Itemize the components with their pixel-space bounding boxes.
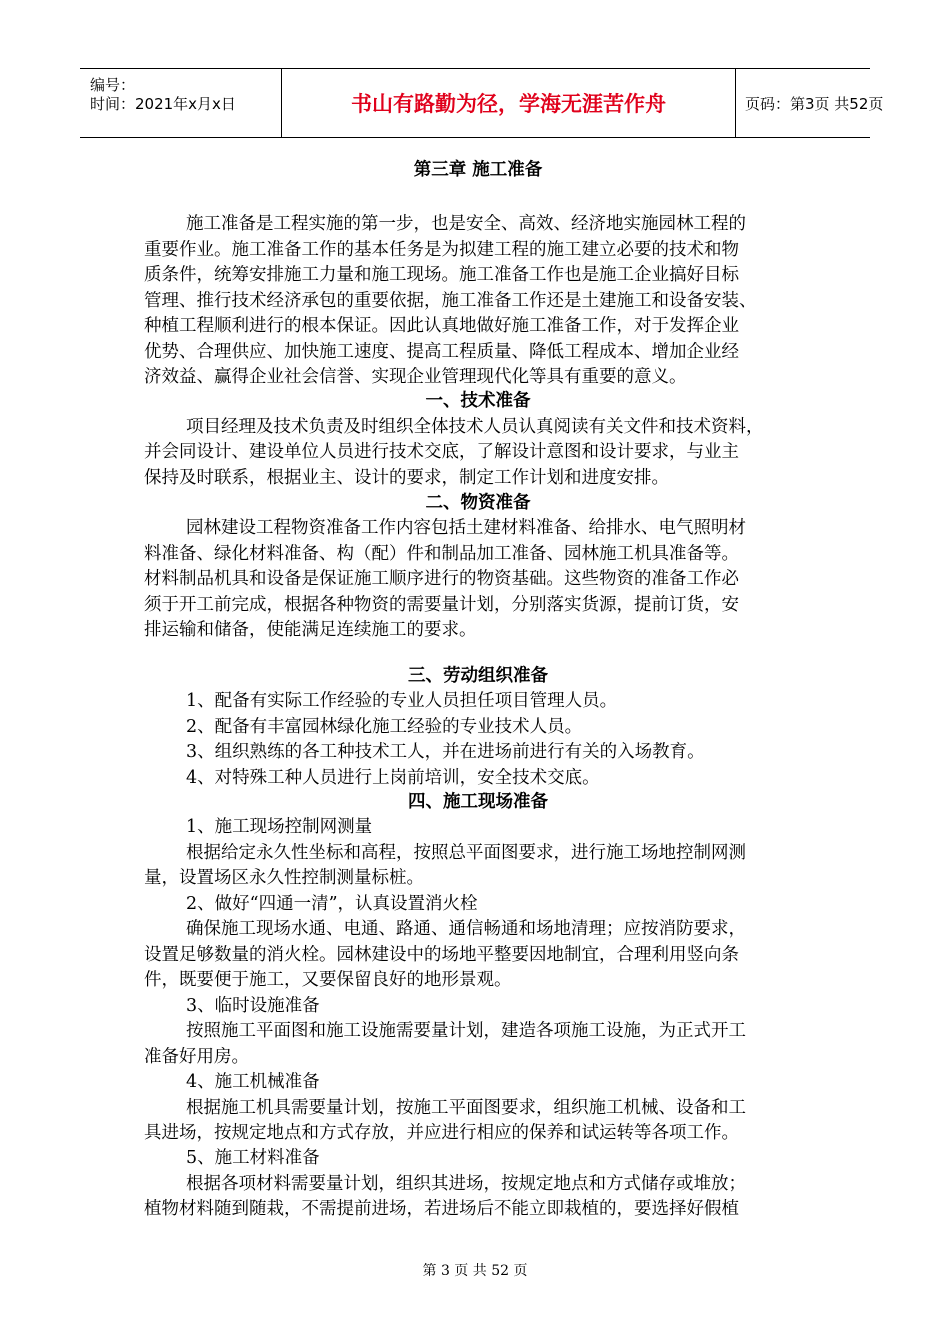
section-heading: 二、物资准备	[425, 493, 531, 513]
list-item: 2、配备有丰富园林绿化施工经验的专业技术人员。	[186, 717, 583, 737]
paragraph-line: 保持及时联系，根据业主、设计的要求，制定工作计划和进度安排。	[144, 468, 669, 488]
paragraph-line: 料准备、绿化材料准备、构（配）件和制品加工准备、园林施工机具准备等。	[144, 544, 739, 564]
paragraph-line: 并会同设计、建设单位人员进行技术交底，了解设计意图和设计要求，与业主	[144, 442, 739, 462]
paragraph-line: 园林建设工程物资准备工作内容包括土建材料准备、给排水、电气照明材	[186, 518, 746, 538]
header-meta-cell	[80, 69, 281, 137]
paragraph-line: 根据各项材料需要量计划，组织其进场，按规定地点和方式储存或堆放；	[186, 1174, 746, 1194]
paragraph-line: 按照施工平面图和施工设施需要量计划，建造各项施工设施，为正式开工	[186, 1021, 746, 1041]
subsection-heading: 2、做好“四通一清”，认真设置消火栓	[186, 894, 478, 914]
paragraph-line: 重要作业。施工准备工作的基本任务是为拟建工程的施工建立必要的技术和物	[144, 240, 739, 260]
paragraph-line: 管理、推行技术经济承包的重要依据，施工准备工作还是土建施工和设备安装、	[144, 291, 757, 311]
subsection-heading: 3、临时设施准备	[186, 996, 320, 1016]
header-motto: 书山有路勤为径，学海无涯苦作舟	[351, 92, 666, 116]
header-motto-cell	[281, 69, 736, 137]
paragraph-line: 质条件，统筹安排施工力量和施工现场。施工准备工作也是施工企业搞好目标	[144, 265, 739, 285]
list-item: 1、配备有实际工作经验的专业人员担任项目管理人员。	[186, 691, 618, 711]
paragraph-line: 材料制品机具和设备是保证施工顺序进行的物资基础。这些物资的准备工作必	[144, 569, 739, 589]
header-page-cell	[735, 69, 884, 137]
section-heading: 一、技术准备	[425, 391, 531, 411]
paragraph-line: 量，设置场区永久性控制测量标桩。	[144, 868, 424, 888]
paragraph-line: 件，既要便于施工，又要保留良好的地形景观。	[144, 970, 512, 990]
subsection-heading: 4、施工机械准备	[186, 1072, 320, 1092]
list-item: 4、对特殊工种人员进行上岗前培训，安全技术交底。	[186, 768, 600, 788]
footer-page-number: 第 3 页 共 52 页	[422, 1263, 528, 1279]
chapter-title: 第三章 施工准备	[413, 160, 543, 180]
paragraph-line: 种植工程顺利进行的根本保证。因此认真地做好施工准备工作，对于发挥企业	[144, 316, 739, 336]
paragraph-line: 确保施工现场水通、电通、路通、通信畅通和场地清理；应按消防要求，	[186, 919, 746, 939]
paragraph-line: 须于开工前完成，根据各种物资的需要量计划，分别落实货源，提前订货，安	[144, 595, 739, 615]
list-item: 3、组织熟练的各工种技术工人，并在进场前进行有关的入场教育。	[186, 742, 705, 762]
document-number-label: 编号：	[90, 76, 136, 94]
paragraph-line: 排运输和储备，使能满足连续施工的要求。	[144, 620, 477, 640]
header-page-label: 页码：第3页 共52页	[745, 94, 884, 113]
paragraph-line: 准备好用房。	[144, 1047, 249, 1067]
page-header	[80, 68, 884, 138]
paragraph-line: 根据给定永久性坐标和高程，按照总平面图要求，进行施工场地控制网测	[186, 843, 746, 863]
paragraph-line: 具进场，按规定地点和方式存放，并应进行相应的保养和试运转等各项工作。	[144, 1123, 739, 1143]
section-heading: 四、施工现场准备	[408, 792, 548, 812]
paragraph-line: 施工准备是工程实施的第一步，也是安全、高效、经济地实施园林工程的	[186, 214, 746, 234]
paragraph-line: 济效益、赢得企业社会信誉、实现企业管理现代化等具有重要的意义。	[144, 367, 687, 387]
paragraph-line: 优势、合理供应、加快施工速度、提高工程质量、降低工程成本、增加企业经	[144, 342, 739, 362]
document-date-label: 时间：2021年x月x日	[90, 95, 236, 113]
paragraph-line: 项目经理及技术负责及时组织全体技术人员认真阅读有关文件和技术资料，	[186, 417, 764, 437]
paragraph-line: 植物材料随到随栽，不需提前进场，若进场后不能立即栽植的，要选择好假植	[144, 1199, 739, 1219]
paragraph-line: 根据施工机具需要量计划，按施工平面图要求，组织施工机械、设备和工	[186, 1098, 746, 1118]
subsection-heading: 5、施工材料准备	[186, 1148, 320, 1168]
subsection-heading: 1、施工现场控制网测量	[186, 817, 373, 837]
section-heading: 三、劳动组织准备	[408, 666, 548, 686]
paragraph-line: 设置足够数量的消火栓。园林建设中的场地平整要因地制宜，合理利用竖向条	[144, 945, 739, 965]
page-footer	[0, 1260, 950, 1280]
